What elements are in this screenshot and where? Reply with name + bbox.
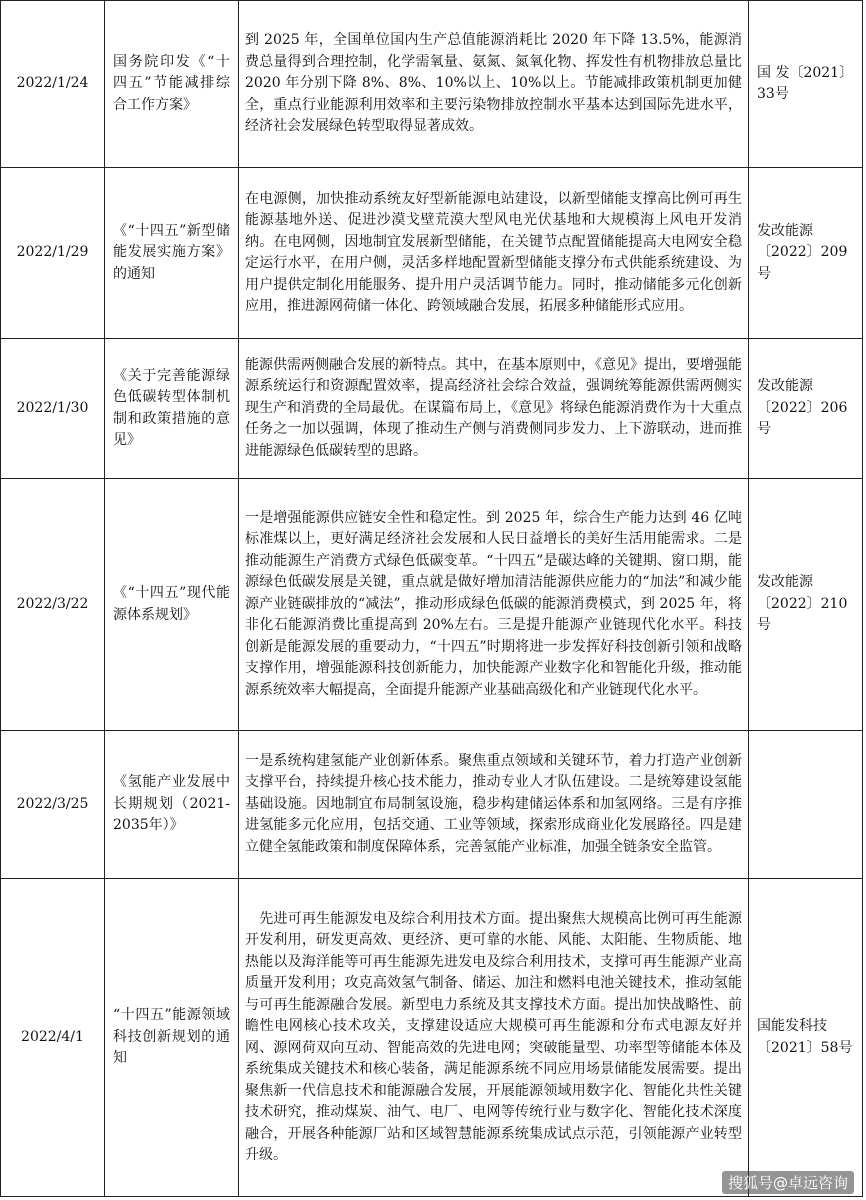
- table-row: [1, 168, 863, 339]
- watermark: 搜狐号@卓远咨询: [722, 1171, 854, 1194]
- policy-content-cell: 一是增强能源供应链安全性和稳定性。到 2025 年，综合生产能力达到 46 亿吨标准煤以上，更好满足经济社会发展和人民日益增长的美好生活用能需求。二是推动能源生产消费方式绿色低碳变革。“十四五”是碳达峰的关键期、窗口期，能源绿色低碳发展是关键，重点就是做好增加清洁能源供应能力的“加法”和减少能源产业链碳排放的“减法”，推动形成绿色低碳的能源消费模式，到 2025 年，将非化石能源消费比重提高到 20%左右。三是提升能源产业链现代化水平。科技创新是能源发展的重要动力，“十四五”时期将进一步发挥好科技创新引领和战略支撑作用，增强能源科技创新能力，加快能源产业数字化和智能化升级，推动能源系统效率大幅提高，全面提升能源产业基础高级化和产业链现代化水平。: [239, 479, 749, 731]
- policy-content-cell: 先进可再生能源发电及综合利用技术方面。提出聚焦大规模高比例可再生能源开发利用，研发更高效、更经济、更可靠的水能、风能、太阳能、生物质能、地热能以及海洋能等可再生能源先进发电及综合利用技术，支撑可再生能源产业高质量开发利用；攻克高效氢气制备、储运、加注和燃料电池关键技术，推动氢能与可再生能源融合发展。新型电力系统及其支撑技术方面。提出加快战略性、前瞻性电网核心技术攻关，支撑建设适应大规模可再生能源和分布式电源友好并网、源网荷双向互动、智能高效的先进电网；突破能量型、功率型等储能本体及系统集成关键技术和核心装备，满足能源系统不同应用场景储能发展需要。提出聚焦新一代信息技术和能源融合发展，开展能源领域用数字化、智能化共性关键技术研究，推动煤炭、油气、电厂、电网等传统行业与数字化、智能化技术深度融合，开展各种能源厂站和区域智慧能源系统集成试点示范，引领能源产业转型升级。: [239, 879, 749, 1197]
- document-number-cell: 发改能源〔2022〕209号: [749, 168, 863, 339]
- document-number-cell: 国能发科技〔2021〕58号: [749, 879, 863, 1197]
- table-row: [1, 731, 863, 879]
- date-cell: 2022/1/24: [1, 1, 105, 168]
- table-row: [1, 879, 863, 1197]
- document-number-cell: 发改能源〔2022〕210号: [749, 479, 863, 731]
- policy-name-cell: 《氢能产业发展中长期规划（2021-2035年）》: [105, 731, 239, 879]
- table-row: [1, 479, 863, 731]
- table-row: [1, 339, 863, 479]
- date-cell: 2022/3/22: [1, 479, 105, 731]
- document-number-cell: 国 发〔2021〕33号: [749, 1, 863, 168]
- policy-content-cell: 能源供需两侧融合发展的新特点。其中，在基本原则中，《意见》提出，要增强能源系统运行和资源配置效率，提高经济社会综合效益，强调统筹能源供需两侧实现生产和消费的全局最优。在谋篇布局上，《意见》将绿色能源消费作为十大重点任务之一加以强调，体现了推动生产侧与消费侧同步发力、上下游联动，进而推进能源绿色低碳转型的思路。: [239, 339, 749, 479]
- policy-name-cell: 《关于完善能源绿色低碳转型体制机制和政策措施的意见》: [105, 339, 239, 479]
- date-cell: 2022/3/25: [1, 731, 105, 879]
- policy-content-cell: 在电源侧，加快推动系统友好型新能源电站建设，以新型储能支撑高比例可再生能源基地外送、促进沙漠戈壁荒漠大型风电光伏基地和大规模海上风电开发消纳。在电网侧，因地制宜发展新型储能，在关键节点配置储能提高大电网安全稳定运行水平，在用户侧，灵活多样地配置新型储能支撑分布式供能系统建设、为用户提供定制化用能服务、提升用户灵活调节能力。同时，推动储能多元化创新应用，推进源网荷储一体化、跨领域融合发展，拓展多种储能形式应用。: [239, 168, 749, 339]
- date-cell: 2022/1/29: [1, 168, 105, 339]
- policy-content-cell: 一是系统构建氢能产业创新体系。聚焦重点领域和关键环节，着力打造产业创新支撑平台，持续提升核心技术能力，推动专业人才队伍建设。二是统筹建设氢能基础设施。因地制宜布局制氢设施，稳步构建储运体系和加氢网络。三是有序推进氢能多元化应用，包括交通、工业等领域，探索形成商业化发展路径。四是建立健全氢能政策和制度保障体系，完善氢能产业标准，加强全链条安全监管。: [239, 731, 749, 879]
- document-number-cell: [749, 731, 863, 879]
- date-cell: 2022/4/1: [1, 879, 105, 1197]
- policy-content-cell: 到 2025 年，全国单位国内生产总值能源消耗比 2020 年下降 13.5%，能源消费总量得到合理控制，化学需氧量、氨氮、氮氧化物、挥发性有机物排放总量比 2020 年分别下降 8%、8%、10%以上、10%以上。节能减排政策机制更加健全，重点行业能源利用效率和主要污染物排放控制水平基本达到国际先进水平，经济社会发展绿色转型取得显著成效。: [239, 1, 749, 168]
- date-cell: 2022/1/30: [1, 339, 105, 479]
- policy-name-cell: 国务院印发《“十四五”节能减排综合工作方案》: [105, 1, 239, 168]
- policy-name-cell: “十四五”能源领域科技创新规划的通知: [105, 879, 239, 1197]
- policy-name-cell: 《“十四五”新型储能发展实施方案》的通知: [105, 168, 239, 339]
- table-row: [1, 1, 863, 168]
- policy-name-cell: 《“十四五”现代能源体系规划》: [105, 479, 239, 731]
- document-number-cell: 发改能源〔2022〕206号: [749, 339, 863, 479]
